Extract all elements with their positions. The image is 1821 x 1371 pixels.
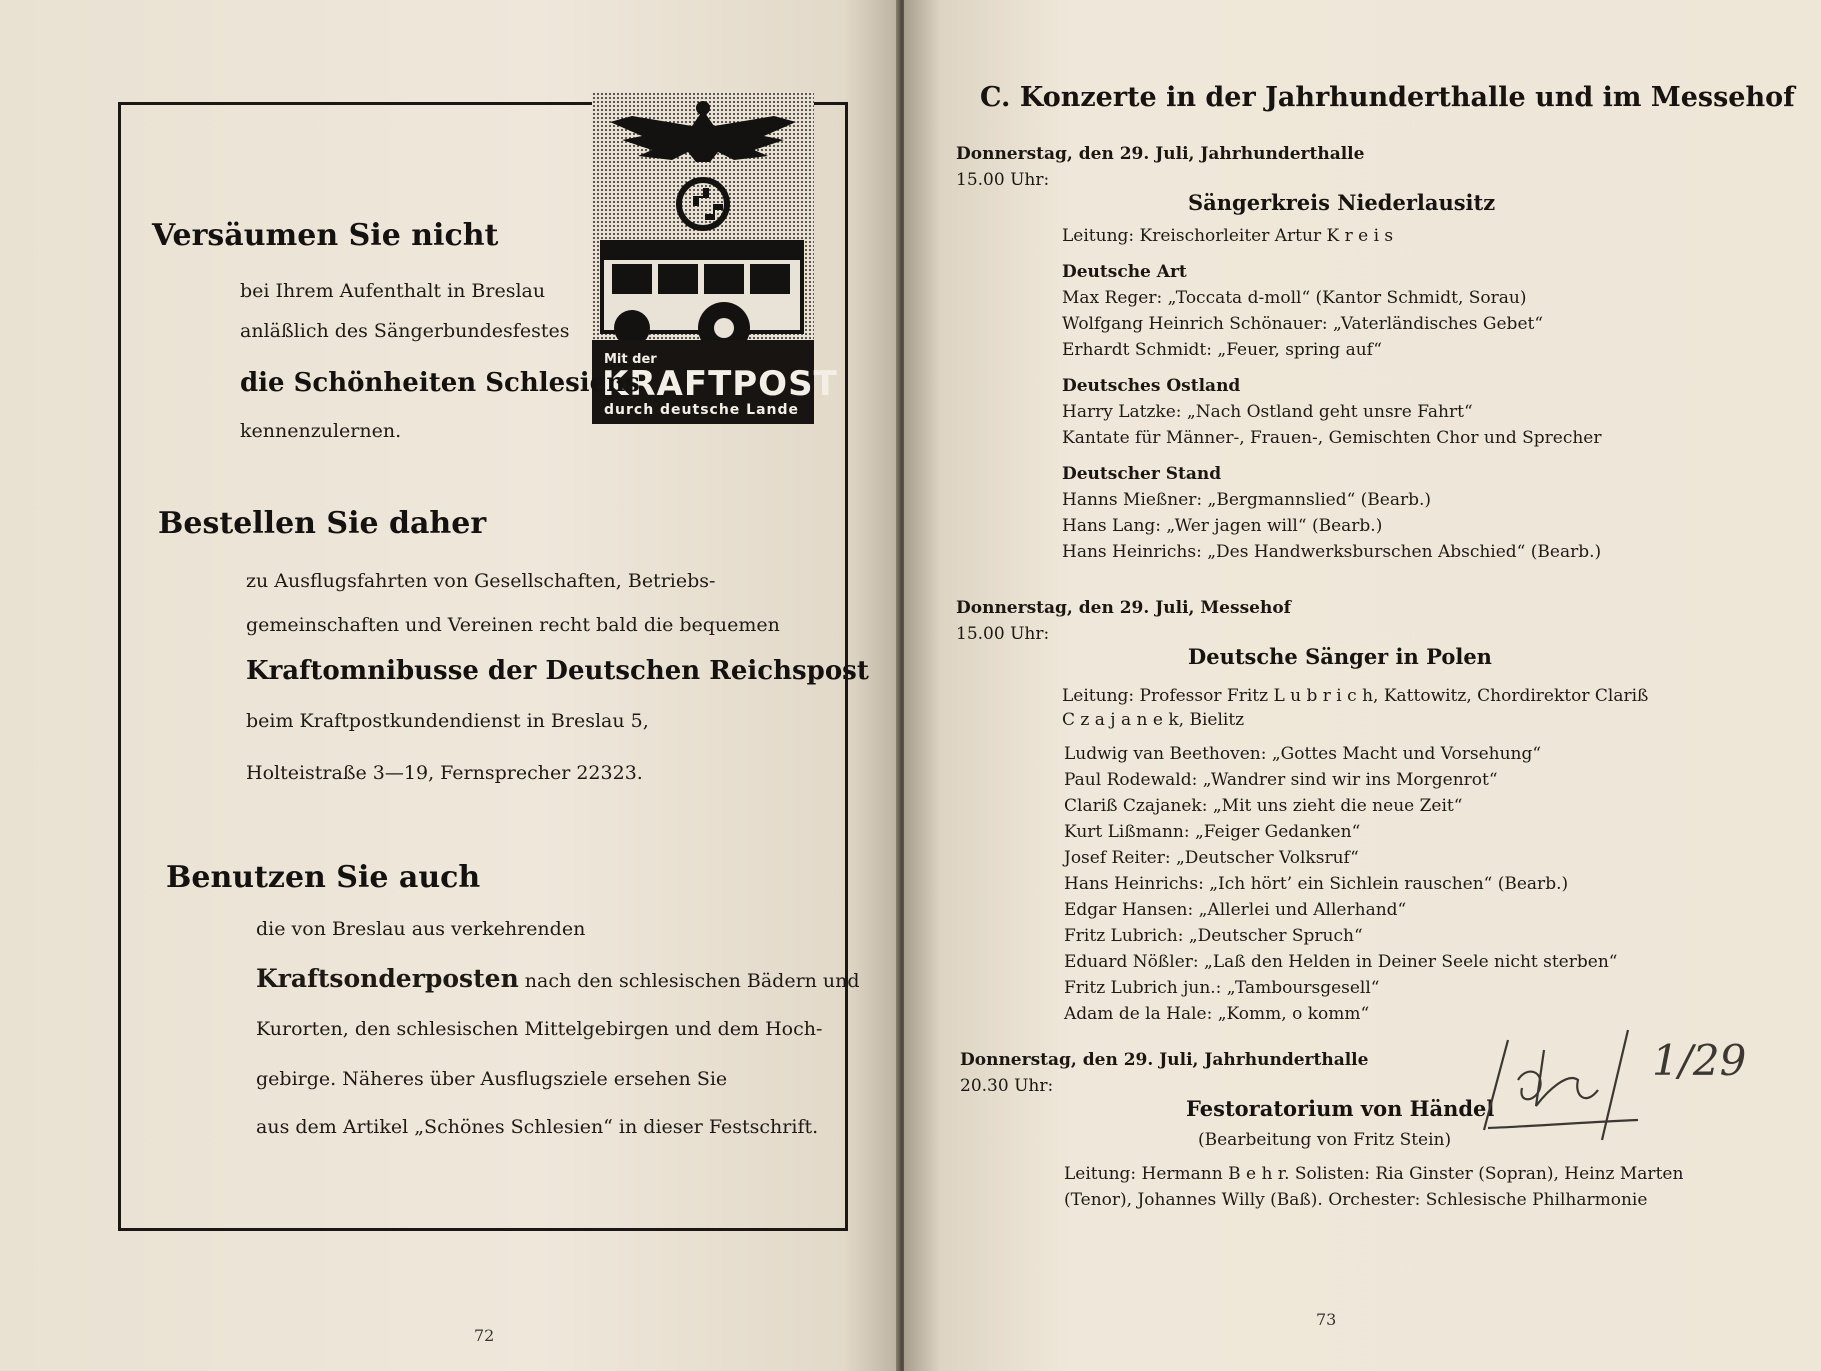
page-number-left: 72 (474, 1326, 495, 1345)
section1-tail: kennenzulernen. (240, 420, 402, 442)
concert2-date: Donnerstag, den 29. Juli, Messehof (956, 598, 1291, 618)
section3-mixed-line (256, 964, 860, 993)
concert1-section-title: Deutscher Stand (1062, 464, 1222, 484)
concert2-heading: Deutsche Sänger in Polen (1188, 644, 1492, 669)
section3-line: gebirge. Näheres über Ausflugsziele ersehen Sie (256, 1068, 728, 1090)
concert2-leitung: C z a j a n e k, Bielitz (1062, 710, 1245, 730)
concert3-heading: Festoratorium von Händel (1186, 1096, 1495, 1121)
program-item: Kurt Lißmann: „Feiger Gedanken“ (1064, 822, 1361, 842)
section2-tail: beim Kraftpostkundendienst in Breslau 5, (246, 710, 649, 732)
program-item: Fritz Lubrich: „Deutscher Spruch“ (1064, 926, 1363, 946)
section3-heading: Benutzen Sie auch (166, 860, 481, 895)
concert1-date: Donnerstag, den 29. Juli, Jahrhunderthalle (956, 144, 1365, 164)
program-item: Hans Lang: „Wer jagen will“ (Bearb.) (1062, 516, 1383, 536)
page-title: C. Konzerte in der Jahrhunderthalle und im Messehof (980, 82, 1795, 113)
section1-highlight: die Schönheiten Schlesiens (240, 368, 640, 398)
program-item: Paul Rodewald: „Wandrer sind wir ins Morgenrot“ (1064, 770, 1498, 790)
section2-line: zu Ausflugsfahrten von Gesellschaften, Betriebs- (246, 570, 716, 592)
program-item: Ludwig van Beethoven: „Gottes Macht und Vorsehung“ (1064, 744, 1542, 764)
section2-heading: Bestellen Sie daher (158, 506, 487, 541)
section1-line: anläßlich des Sängerbundesfestes (240, 320, 570, 342)
page-number-right: 73 (1316, 1310, 1337, 1329)
program-item: Adam de la Hale: „Komm, o komm“ (1064, 1004, 1370, 1024)
section2-tail: Holteistraße 3—19, Fernsprecher 22323. (246, 762, 643, 784)
program-item: Josef Reiter: „Deutscher Volksruf“ (1064, 848, 1359, 868)
program-item: Max Reger: „Toccata d-moll“ (Kantor Schmidt, Sorau) (1062, 288, 1527, 308)
concert2-time: 15.00 Uhr: (956, 624, 1050, 644)
section1-line: bei Ihrem Aufenthalt in Breslau (240, 280, 546, 302)
program-item: Hanns Mießner: „Bergmannslied“ (Bearb.) (1062, 490, 1432, 510)
concert1-section-title: Deutsche Art (1062, 262, 1187, 282)
kraftpost-slogan-top: Mit der (604, 352, 657, 367)
program-item: Hans Heinrichs: „Ich hört’ ein Sichlein rauschen“ (Bearb.) (1064, 874, 1569, 894)
concert1-leitung: Leitung: Kreischorleiter Artur K r e i s (1062, 226, 1394, 246)
program-item: Hans Heinrichs: „Des Handwerksburschen Abschied“ (Bearb.) (1062, 542, 1602, 562)
concert3-leitung: (Tenor), Johannes Willy (Baß). Orchester: Schlesische Philharmonie (1064, 1190, 1648, 1210)
program-item: Clariß Czajanek: „Mit uns zieht die neue Zeit“ (1064, 796, 1463, 816)
program-item: Harry Latzke: „Nach Ostland geht unsre Fahrt“ (1062, 402, 1473, 422)
handwritten-note: 1/29 (1652, 1036, 1747, 1085)
left-page (0, 0, 898, 1371)
program-item: Kantate für Männer-, Frauen-, Gemischten Chor und Sprecher (1062, 428, 1602, 448)
program-item: Edgar Hansen: „Allerlei und Allerhand“ (1064, 900, 1407, 920)
concert1-heading: Sängerkreis Niederlausitz (1188, 190, 1496, 215)
program-item: Wolfgang Heinrich Schönauer: „Vaterländisches Gebet“ (1062, 314, 1544, 334)
section2-line: gemeinschaften und Vereinen recht bald die bequemen (246, 614, 780, 636)
concert2-leitung: Leitung: Professor Fritz L u b r i c h, Kattowitz, Chordirektor Clariß (1062, 686, 1649, 706)
section3-highlight: Kraftsonderposten (256, 964, 519, 993)
kraftpost-logo-text: KRAFTPOST (602, 364, 838, 404)
section1-heading: Versäumen Sie nicht (152, 218, 499, 253)
concert3-time: 20.30 Uhr: (960, 1076, 1054, 1096)
section3-line-rest: nach den schlesischen Bädern und (518, 970, 860, 992)
concert1-time: 15.00 Uhr: (956, 170, 1050, 190)
concert3-leitung: Leitung: Hermann B e h r. Solisten: Ria Ginster (Sopran), Heinz Marten (1064, 1164, 1684, 1184)
program-item: Eduard Nößler: „Laß den Helden in Deiner Seele nicht sterben“ (1064, 952, 1618, 972)
section3-line: aus dem Artikel „Schönes Schlesien“ in dieser Festschrift. (256, 1116, 819, 1138)
kraftpost-slogan-bottom: durch deutsche Lande (604, 402, 800, 418)
section2-highlight: Kraftomnibusse der Deutschen Reichspost (246, 656, 869, 686)
section3-line: Kurorten, den schlesischen Mittelgebirgen und dem Hoch- (256, 1018, 823, 1040)
concert3-subheading: (Bearbeitung von Fritz Stein) (1198, 1130, 1452, 1150)
concert1-section-title: Deutsches Ostland (1062, 376, 1241, 396)
section3-line: die von Breslau aus verkehrenden (256, 918, 586, 940)
program-item: Erhardt Schmidt: „Feuer, spring auf“ (1062, 340, 1382, 360)
concert3-date: Donnerstag, den 29. Juli, Jahrhunderthalle (960, 1050, 1369, 1070)
program-item: Fritz Lubrich jun.: „Tamboursgesell“ (1064, 978, 1380, 998)
